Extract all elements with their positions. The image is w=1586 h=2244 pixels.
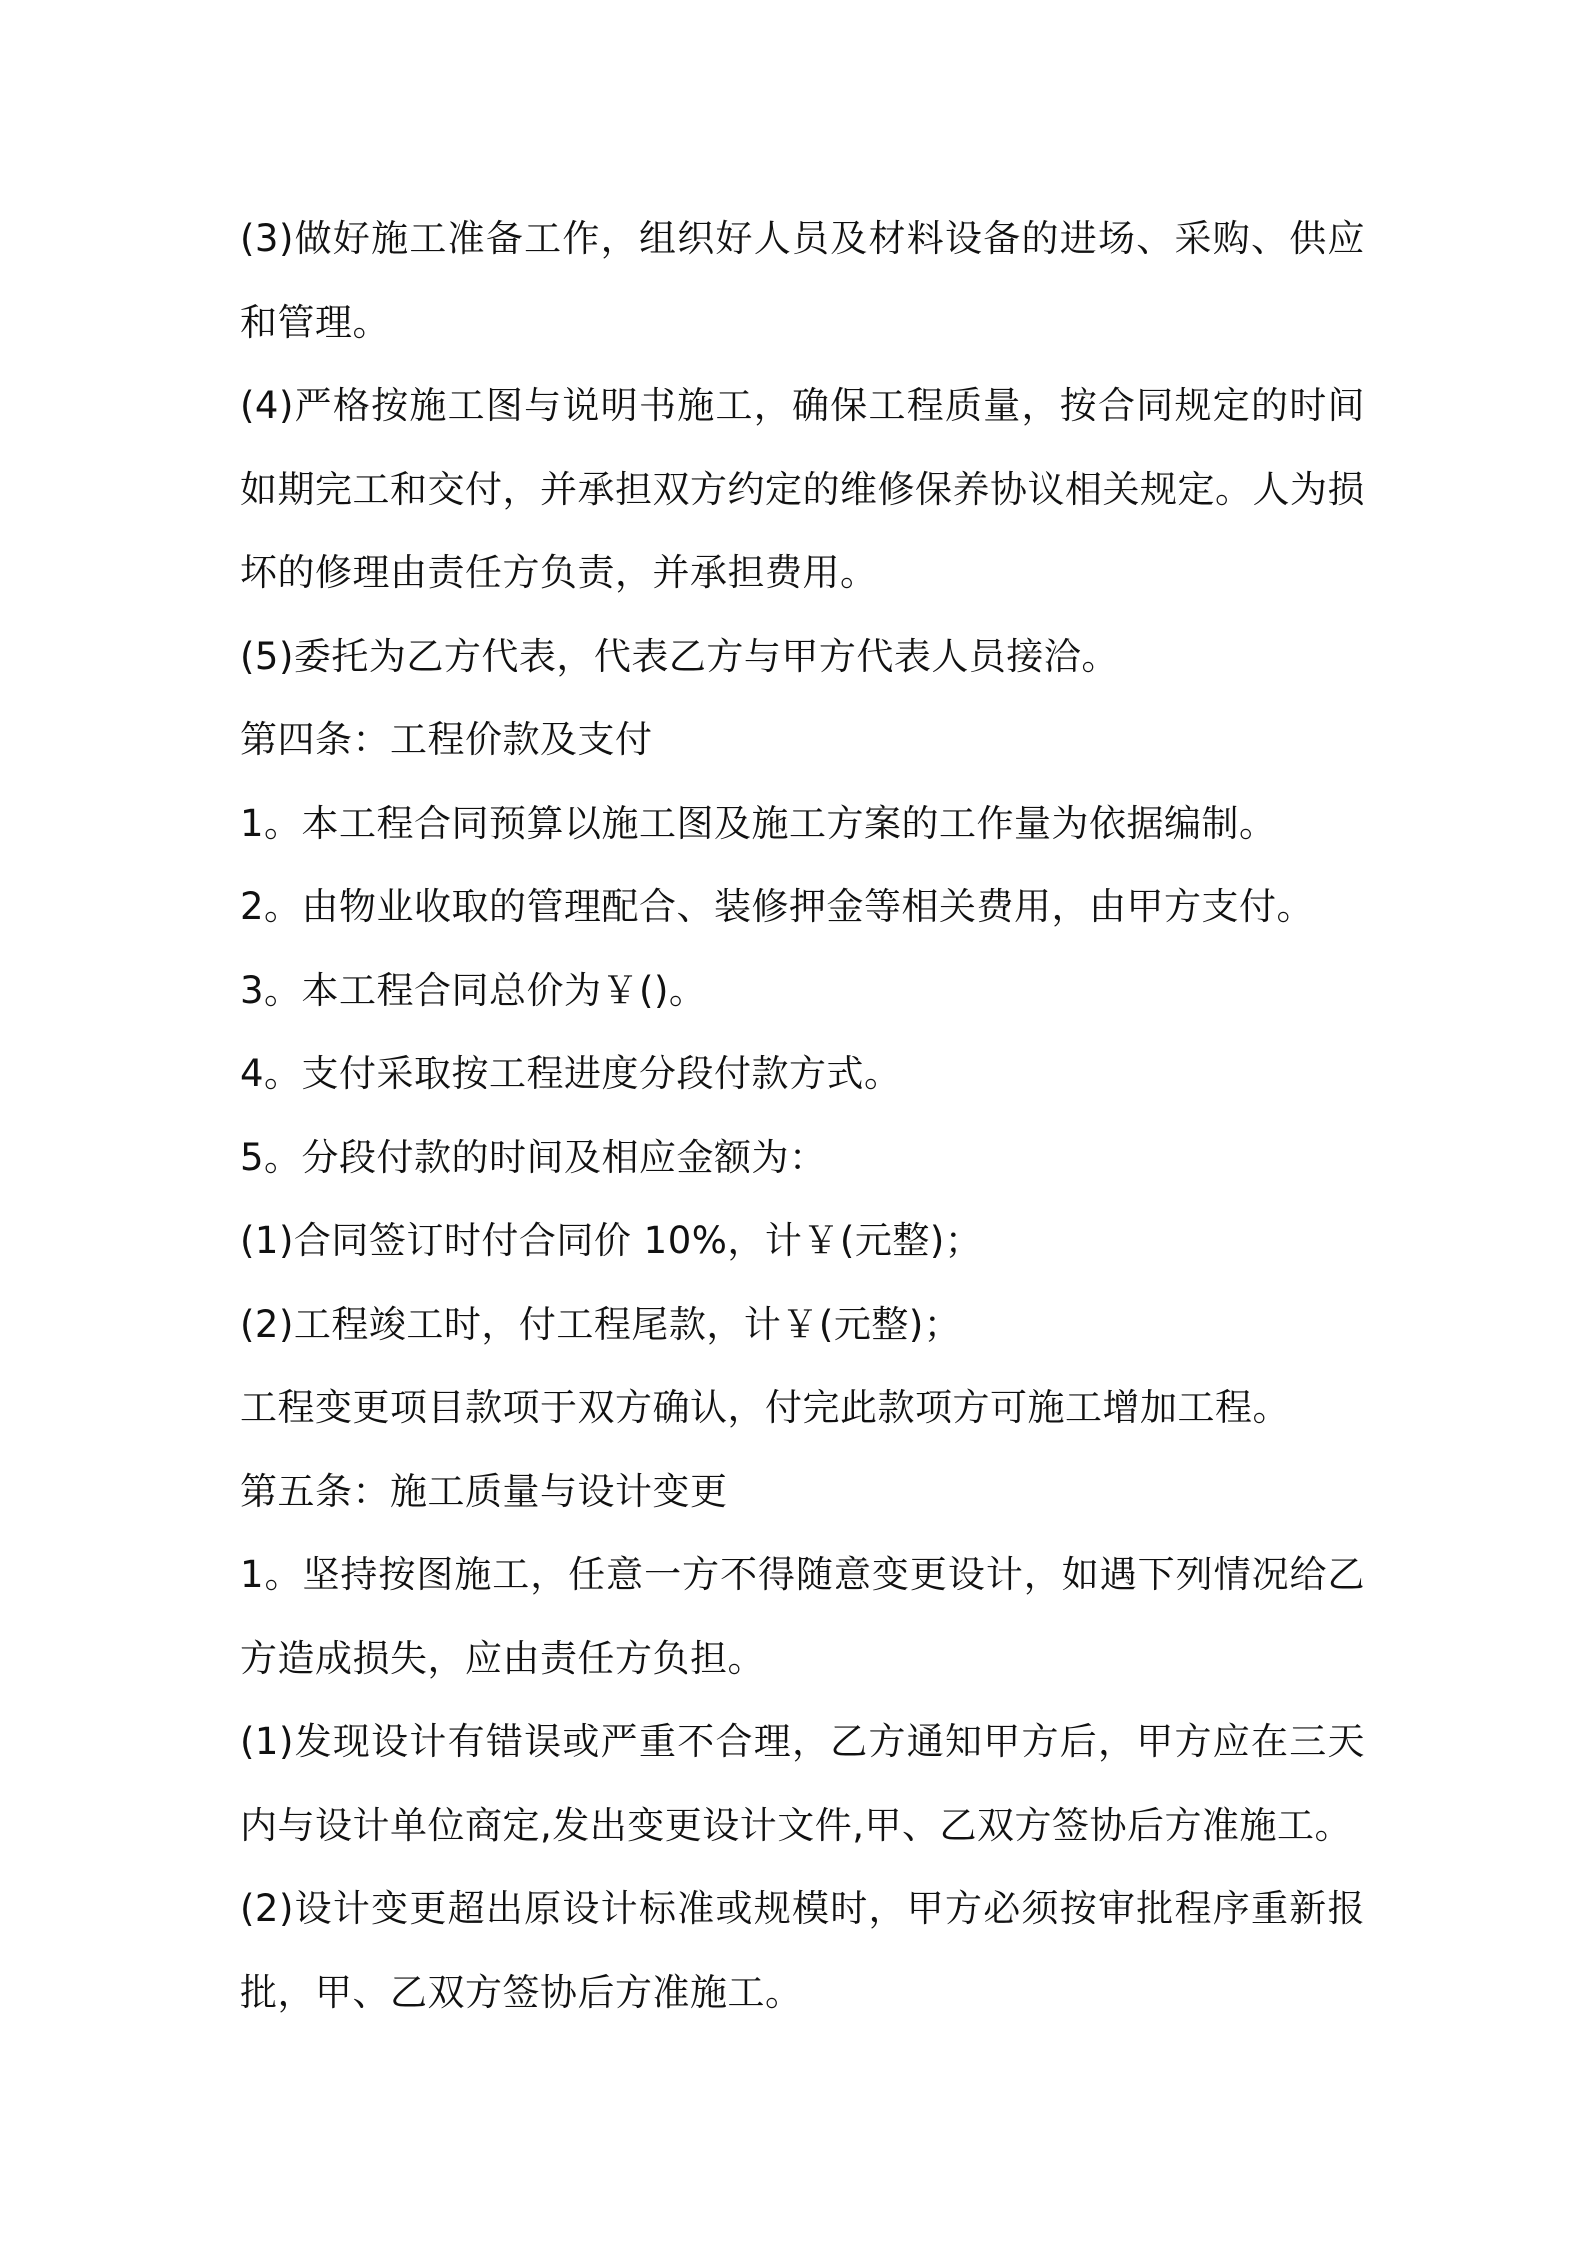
clause-paragraph: 5。分段付款的时间及相应金额为：	[240, 1135, 827, 1179]
clause-paragraph: 1。坚持按图施工，任意一方不得随意变更设计，如遇下列情况给乙方造成损失，应由责任方负担。	[240, 1553, 1365, 1680]
clause-paragraph: (2)设计变更超出原设计标准或规模时，甲方必须按审批程序重新报批，甲、乙双方签协后方准施工。	[240, 1887, 1365, 2014]
clause-paragraph: (1)发现设计有错误或严重不合理，乙方通知甲方后，甲方应在三天内与设计单位商定,发出变更设计文件,甲、乙双方签协后方准施工。	[240, 1720, 1365, 1847]
clause-paragraph: (1)合同签订时付合同价 10%，计￥(元整)；	[240, 1219, 983, 1262]
clause-paragraph: 3。本工程合同总价为￥()。	[240, 968, 707, 1012]
clause-paragraph: (2)工程竣工时，付工程尾款，计￥(元整)；	[240, 1302, 962, 1346]
clause-paragraph: (5)委托为乙方代表，代表乙方与甲方代表人员接洽。	[240, 634, 1119, 678]
section-heading: 第四条：工程价款及支付	[240, 718, 653, 761]
clause-paragraph: 1。本工程合同预算以施工图及施工方案的工作量为依据编制。	[240, 801, 1277, 845]
clause-paragraph: 4。支付采取按工程进度分段付款方式。	[240, 1052, 902, 1095]
clause-paragraph: (4)严格按施工图与说明书施工，确保工程质量，按合同规定的时间如期完工和交付，并承担双方约定的维修保养协议相关规定。人为损坏的修理由责任方负责，并承担费用。	[240, 384, 1365, 594]
clause-paragraph: 工程变更项目款项于双方确认，付完此款项方可施工增加工程。	[240, 1386, 1290, 1429]
document-body	[240, 197, 1365, 2034]
section-heading: 第五条：施工质量与设计变更	[240, 1469, 728, 1513]
clause-paragraph: 2。由物业收取的管理配合、装修押金等相关费用，由甲方支付。	[240, 885, 1315, 928]
clause-paragraph: (3)做好施工准备工作，组织好人员及材料设备的进场、采购、供应和管理。	[240, 217, 1365, 344]
